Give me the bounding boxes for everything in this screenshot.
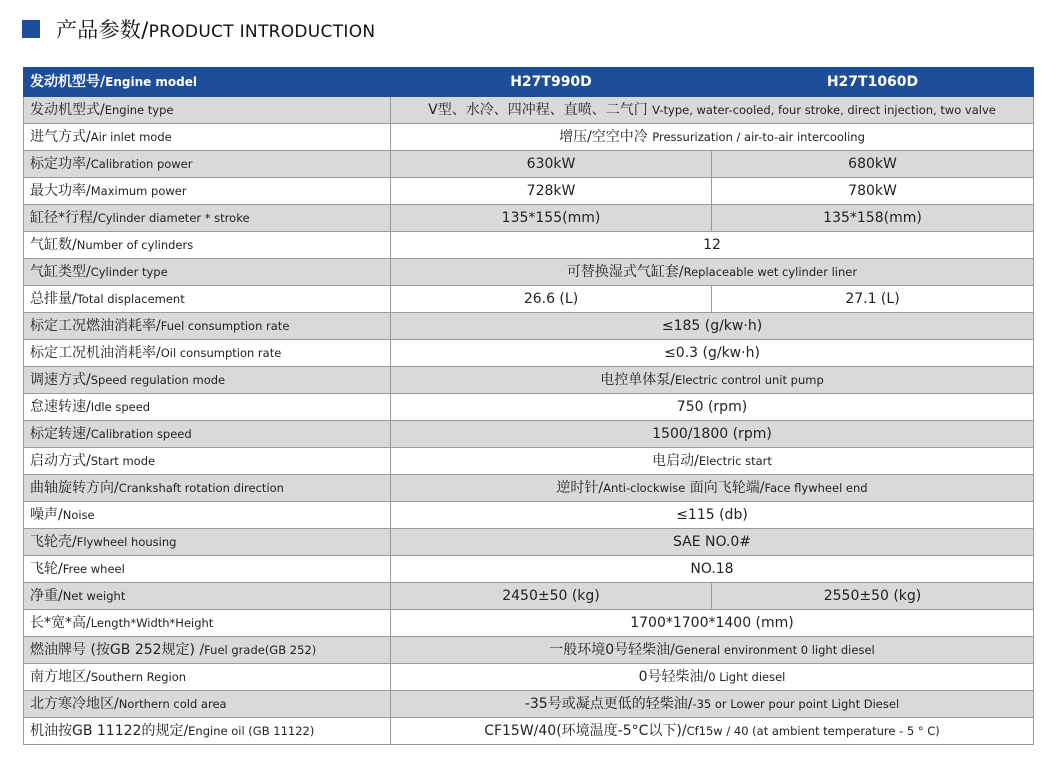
row-label bbox=[24, 556, 391, 583]
row-value bbox=[391, 556, 1034, 583]
row-label bbox=[24, 178, 391, 205]
value-en: Pressurization / air-to-air intercooling bbox=[652, 130, 865, 144]
row-label-en: Calibration speed bbox=[90, 427, 192, 441]
table-row bbox=[24, 448, 1034, 475]
row-value bbox=[712, 151, 1034, 178]
table-row bbox=[24, 421, 1034, 448]
table-row bbox=[24, 313, 1034, 340]
row-label-en: Maximum power bbox=[90, 184, 187, 198]
row-value bbox=[391, 475, 1034, 502]
row-label bbox=[24, 340, 391, 367]
row-label bbox=[24, 475, 391, 502]
value-cn: ≤185 (g/kw·h) bbox=[661, 318, 763, 334]
table-row bbox=[24, 691, 1034, 718]
row-value bbox=[391, 583, 712, 610]
table-row bbox=[24, 475, 1034, 502]
value-en: -35 or Lower pour point Light Diesel bbox=[692, 697, 900, 711]
value-cn: ≤115 (db) bbox=[676, 507, 748, 523]
row-value bbox=[391, 286, 712, 313]
row-value bbox=[391, 367, 1034, 394]
table-row bbox=[24, 394, 1034, 421]
row-label-cn: 发动机型式/ bbox=[30, 102, 105, 118]
table-row bbox=[24, 286, 1034, 313]
row-label-en: Length*Width*Height bbox=[90, 616, 214, 630]
row-value bbox=[712, 178, 1034, 205]
row-label-cn: 净重/ bbox=[30, 588, 63, 604]
row-label-cn: 启动方式/ bbox=[30, 453, 91, 469]
row-label-en: Total displacement bbox=[76, 292, 185, 306]
value-en: General environment 0 light diesel bbox=[674, 643, 875, 657]
header-label bbox=[24, 68, 391, 97]
row-value bbox=[391, 259, 1034, 286]
value-cn: 一般环境0号轻柴油/ bbox=[549, 642, 675, 658]
row-label-cn: 飞轮壳/ bbox=[30, 534, 77, 550]
row-label-cn: 噪声/ bbox=[30, 507, 63, 523]
row-label bbox=[24, 286, 391, 313]
row-value bbox=[391, 637, 1034, 664]
table-row bbox=[24, 259, 1034, 286]
spec-table bbox=[23, 67, 1034, 745]
value-cn: 780kW bbox=[848, 183, 897, 199]
row-value bbox=[712, 205, 1034, 232]
row-label bbox=[24, 367, 391, 394]
row-label-cn: 长*宽*高/ bbox=[30, 615, 91, 631]
row-label-cn: 调速方式/ bbox=[30, 372, 91, 388]
row-value bbox=[391, 421, 1034, 448]
row-value bbox=[391, 394, 1034, 421]
value-en: Replaceable wet cylinder liner bbox=[683, 265, 858, 279]
row-value bbox=[391, 664, 1034, 691]
row-label bbox=[24, 529, 391, 556]
section-title-cn: 产品参数/ bbox=[56, 18, 149, 42]
table-row bbox=[24, 718, 1034, 745]
table-row bbox=[24, 610, 1034, 637]
header-model: H27T1060D bbox=[712, 68, 1034, 97]
row-value bbox=[391, 502, 1034, 529]
value-en: V-type, water-cooled, four stroke, direct injection, two valve bbox=[652, 103, 996, 117]
row-label bbox=[24, 718, 391, 745]
value-en: 0 Light diesel bbox=[708, 670, 786, 684]
table-header-row bbox=[24, 68, 1034, 97]
row-label-en: Free wheel bbox=[62, 562, 125, 576]
row-label bbox=[24, 313, 391, 340]
row-label-cn: 标定功率/ bbox=[30, 156, 91, 172]
row-value bbox=[391, 448, 1034, 475]
row-value bbox=[391, 124, 1034, 151]
row-label-cn: 总排量/ bbox=[30, 291, 77, 307]
row-label-cn: 机油按GB 11122的规定/ bbox=[30, 723, 189, 739]
value-cn: NO.18 bbox=[690, 561, 734, 577]
row-label bbox=[24, 394, 391, 421]
table-row bbox=[24, 637, 1034, 664]
value-cn: -35号或凝点更低的轻柴油/ bbox=[524, 696, 693, 712]
table-row bbox=[24, 583, 1034, 610]
header-label-cn: 发动机型号/ bbox=[30, 74, 106, 90]
row-label-cn: 南方地区/ bbox=[30, 669, 91, 685]
row-label-cn: 北方寒冷地区/ bbox=[30, 696, 119, 712]
value-en: Electric start bbox=[698, 454, 772, 468]
value-cn: 2450±50 (kg) bbox=[502, 588, 600, 604]
value-cn: 750 (rpm) bbox=[676, 399, 748, 415]
row-label-en: Number of cylinders bbox=[76, 238, 194, 252]
value-cn: 26.6 (L) bbox=[523, 291, 579, 307]
value-cn: SAE NO.0# bbox=[672, 534, 752, 550]
row-label bbox=[24, 97, 391, 124]
row-label-en: Crankshaft rotation direction bbox=[118, 481, 284, 495]
row-label bbox=[24, 151, 391, 178]
value-cn: 12 bbox=[703, 237, 721, 253]
row-label-cn: 气缸数/ bbox=[30, 237, 77, 253]
table-row bbox=[24, 664, 1034, 691]
value-cn: 1500/1800 (rpm) bbox=[652, 426, 772, 442]
table-row bbox=[24, 556, 1034, 583]
value-cn: ≤0.3 (g/kw·h) bbox=[664, 345, 760, 361]
value-cn: 面向飞轮端/ bbox=[685, 480, 765, 496]
row-label-en: Net weight bbox=[62, 589, 126, 603]
row-value bbox=[391, 691, 1034, 718]
row-value bbox=[391, 232, 1034, 259]
row-value bbox=[391, 610, 1034, 637]
row-label-cn: 最大功率/ bbox=[30, 183, 91, 199]
row-label-cn: 进气方式/ bbox=[30, 129, 91, 145]
row-label-en: Southern Region bbox=[90, 670, 187, 684]
value-cn: 728kW bbox=[526, 183, 576, 199]
row-label-en: Engine oil (GB 11122) bbox=[188, 724, 315, 738]
row-label-en: Calibration power bbox=[90, 157, 193, 171]
row-value bbox=[391, 151, 712, 178]
header-label-en: Engine model bbox=[105, 75, 198, 89]
row-label-cn: 标定工况机油消耗率/ bbox=[30, 345, 161, 361]
row-label-en: Engine type bbox=[104, 103, 174, 117]
row-label-en: Fuel grade(GB 252) bbox=[204, 643, 317, 657]
table-row bbox=[24, 502, 1034, 529]
row-label bbox=[24, 448, 391, 475]
value-cn: 135*155(mm) bbox=[501, 210, 601, 226]
value-cn: 电控单体泵/ bbox=[600, 372, 675, 388]
table-row bbox=[24, 178, 1034, 205]
value-en: Anti-clockwise bbox=[603, 481, 686, 495]
row-value bbox=[391, 205, 712, 232]
row-label-cn: 飞轮/ bbox=[30, 561, 63, 577]
row-value bbox=[391, 718, 1034, 745]
value-cn: 可替换湿式气缸套/ bbox=[566, 264, 684, 280]
table-row bbox=[24, 367, 1034, 394]
row-label-cn: 曲轴旋转方向/ bbox=[30, 480, 119, 496]
row-label bbox=[24, 691, 391, 718]
row-value bbox=[712, 286, 1034, 313]
value-en: Electric control unit pump bbox=[674, 373, 824, 387]
value-cn: 1700*1700*1400 (mm) bbox=[630, 615, 794, 631]
row-label-cn: 气缸类型/ bbox=[30, 264, 91, 280]
row-value bbox=[391, 529, 1034, 556]
table-row bbox=[24, 340, 1034, 367]
value-cn: 逆时针/ bbox=[556, 480, 604, 496]
row-label-cn: 燃油牌号 (按GB 252规定) / bbox=[30, 642, 205, 658]
row-label-cn: 缸径*行程/ bbox=[30, 210, 98, 226]
section-header bbox=[22, 14, 375, 44]
row-label bbox=[24, 205, 391, 232]
table-row bbox=[24, 529, 1034, 556]
row-label-cn: 标定转速/ bbox=[30, 426, 91, 442]
value-cn: 增压/空空中冷 bbox=[559, 129, 653, 145]
row-label-en: Speed regulation mode bbox=[90, 373, 226, 387]
row-label-en: Cylinder type bbox=[90, 265, 168, 279]
table-row bbox=[24, 151, 1034, 178]
value-cn: V型、水冷、四冲程、直喷、二气门 bbox=[428, 102, 653, 118]
section-title bbox=[56, 14, 375, 44]
value-en: Face flywheel end bbox=[764, 481, 868, 495]
row-label-en: Noise bbox=[62, 508, 95, 522]
row-label-en: Flywheel housing bbox=[76, 535, 177, 549]
section-title-en: PRODUCT INTRODUCTION bbox=[148, 22, 376, 42]
row-label bbox=[24, 583, 391, 610]
table-row bbox=[24, 97, 1034, 124]
row-label-en: Air inlet mode bbox=[90, 130, 172, 144]
header-model: H27T990D bbox=[391, 68, 712, 97]
row-label-en: Northern cold area bbox=[118, 697, 227, 711]
row-label bbox=[24, 610, 391, 637]
row-label-en: Oil consumption rate bbox=[160, 346, 282, 360]
value-cn: 0号轻柴油/ bbox=[638, 669, 709, 685]
value-cn: 电启动/ bbox=[652, 453, 699, 469]
value-cn: 2550±50 (kg) bbox=[823, 588, 922, 604]
section-marker-icon bbox=[22, 20, 40, 38]
row-label bbox=[24, 232, 391, 259]
row-label-en: Start mode bbox=[90, 454, 156, 468]
row-label bbox=[24, 124, 391, 151]
row-value bbox=[391, 178, 712, 205]
row-label-en: Idle speed bbox=[90, 400, 151, 414]
row-label bbox=[24, 637, 391, 664]
value-en: Cf15w / 40 (at ambient temperature - 5 ° C) bbox=[686, 724, 940, 738]
spec-table-body bbox=[24, 97, 1034, 745]
row-label-cn: 怠速转速/ bbox=[30, 399, 91, 415]
row-value bbox=[391, 313, 1034, 340]
table-row bbox=[24, 205, 1034, 232]
value-cn: 630kW bbox=[526, 156, 576, 172]
value-cn: CF15W/40(环境温度-5°C以下)/ bbox=[484, 723, 687, 739]
value-cn: 680kW bbox=[848, 156, 897, 172]
row-value bbox=[391, 340, 1034, 367]
row-label-en: Cylinder diameter * stroke bbox=[97, 211, 250, 225]
value-cn: 135*158(mm) bbox=[823, 210, 922, 226]
row-label bbox=[24, 259, 391, 286]
row-label bbox=[24, 502, 391, 529]
row-label-en: Fuel consumption rate bbox=[160, 319, 290, 333]
table-row bbox=[24, 232, 1034, 259]
table-row bbox=[24, 124, 1034, 151]
value-cn: 27.1 (L) bbox=[845, 291, 900, 307]
row-value bbox=[391, 97, 1034, 124]
row-label bbox=[24, 421, 391, 448]
row-label-cn: 标定工况燃油消耗率/ bbox=[30, 318, 161, 334]
row-label bbox=[24, 664, 391, 691]
row-value bbox=[712, 583, 1034, 610]
